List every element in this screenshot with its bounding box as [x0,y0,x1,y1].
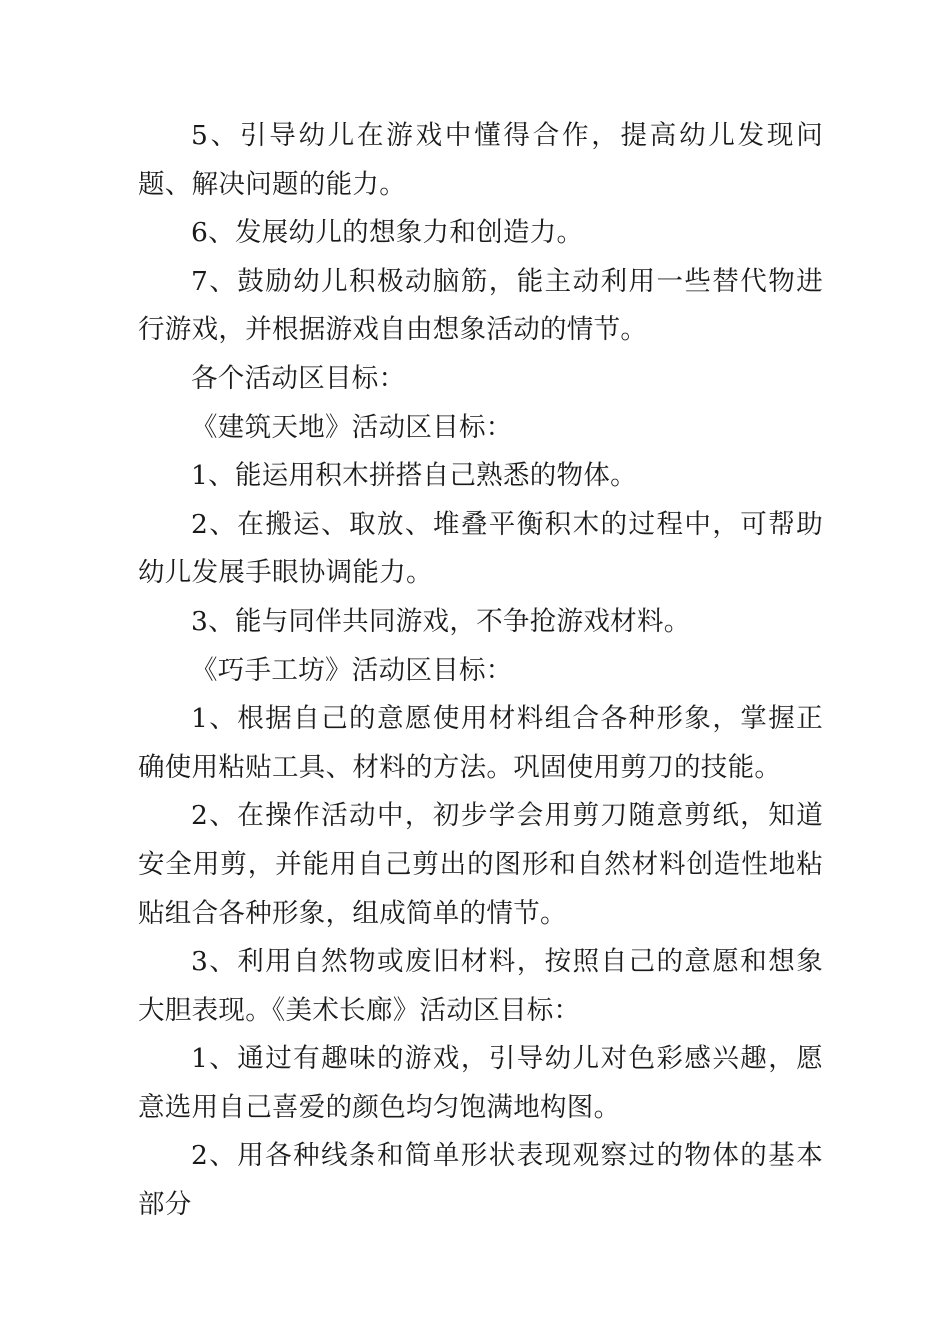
paragraph-art-2: 2、用各种线条和简单形状表现观察过的物体的基本部分 [138,1140,823,1221]
paragraph-goal-7: 7、鼓励幼儿积极动脑筋，能主动利用一些替代物进行游戏，并根据游戏自由想象活动的情节。 [138,265,823,346]
paragraph-building-1: 1、能运用积木拼搭自己熟悉的物体。 [191,460,637,492]
paragraph-craft-2: 2、在操作活动中，初步学会用剪刀随意剪纸，知道安全用剪，并能用自己剪出的图形和自然材料创造性地粘贴组合各种形象，组成简单的情节。 [138,800,823,929]
heading-building-area: 《建筑天地》活动区目标： [191,411,513,443]
paragraph-goal-6: 6、发展幼儿的想象力和创造力。 [191,217,584,249]
paragraph-craft-1: 1、根据自己的意愿使用材料组合各种形象，掌握正确使用粘贴工具、材料的方法。巩固使用剪刀的技能。 [138,703,823,783]
paragraph-art-1: 1、通过有趣味的游戏，引导幼儿对色彩感兴趣，愿意选用自己喜爱的颜色均匀饱满地构图。 [138,1043,823,1123]
body-text [138,112,823,1230]
paragraph-craft-3: 3、利用自然物或废旧材料，按照自己的意愿和想象大胆表现。《美术长廊》活动区目标： [138,946,823,1026]
heading-area-goals: 各个活动区目标： [191,362,406,394]
paragraph-building-3: 3、能与同伴共同游戏，不争抢游戏材料。 [191,605,691,637]
paragraph-goal-5: 5、引导幼儿在游戏中懂得合作，提高幼儿发现问题、解决问题的能力。 [138,120,823,200]
paragraph-building-2: 2、在搬运、取放、堆叠平衡积木的过程中，可帮助幼儿发展手眼协调能力。 [138,508,823,589]
heading-craft-area: 《巧手工坊》活动区目标： [191,654,513,686]
